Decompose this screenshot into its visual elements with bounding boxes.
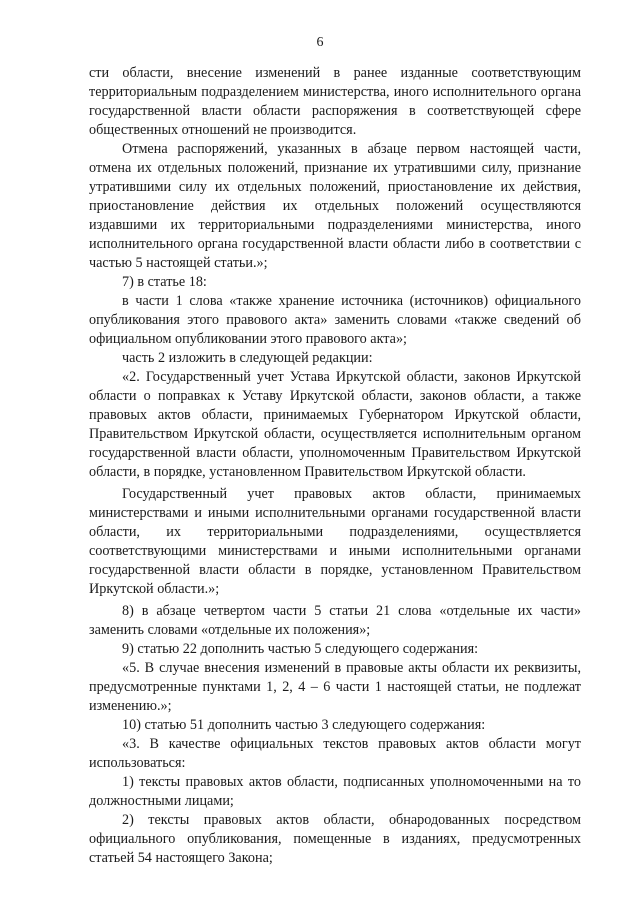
paragraph: Государственный учет правовых актов области, принимаемых министерствами и иными исполнительными органами государственной власти области, их территориальными подразделениями, осуществляется соответствующими министерствами и иными исполнительными органами государственной власти области в порядке, установленном Правительством Иркутской области.»; [89,486,581,597]
paragraph: 1) тексты правовых актов области, подписанных уполномоченными на то должностными лицами; [89,774,581,809]
paragraph: «5. В случае внесения изменений в правовые акты области их реквизиты, предусмотренные пунктами 1, 2, 4 – 6 части 1 настоящей статьи, не подлежат изменению.»; [89,660,581,714]
paragraph: 2) тексты правовых актов области, обнародованных посредством официального опубликования, помещенные в изданиях, предусмотренных статьей 54 настоящего Закона; [89,812,581,866]
page-number: 6 [316,35,324,50]
paragraph: часть 2 изложить в следующей редакции: [122,350,373,366]
paragraph: «3. В качестве официальных текстов правовых актов области могут использоваться: [89,736,581,771]
paragraph: сти области, внесение изменений в ранее изданные соответствующим территориальным подразделением министерства, иного исполнительного органа государственной власти области распоряжения в соответствующей сфере общественных отношений не производится. [89,65,581,138]
paragraph: Отмена распоряжений, указанных в абзаце первом настоящей части, отмена их отдельных положений, признание их утратившими силу, признание утратившими силу их отдельных положений, приостановление их действия, приостановление действия их отдельных положений осуществляются издавшими их территориальными подразделениями министерства, иного исполнительного органа государственной власти области либо в соответствии с частью 5 настоящей статьи.»; [89,141,581,271]
document-body [89,64,581,868]
paragraph: 9) статью 22 дополнить частью 5 следующего содержания: [122,641,479,657]
paragraph: 7) в статье 18: [122,274,207,290]
paragraph: «2. Государственный учет Устава Иркутской области, законов Иркутской области о поправках к Уставу Иркутской области, законов области, а также правовых актов области, принимаемых Губернатором Иркутской области, Правительством Иркутской области, осуществляется исполнительным органом государственной власти области, уполномоченным Правительством Иркутской области, в порядке, установленном Правительством Иркутской области. [89,369,581,480]
paragraph: 10) статью 51 дополнить частью 3 следующего содержания: [122,717,486,733]
paragraph: 8) в абзаце четвертом части 5 статьи 21 слова «отдельные их части» заменить словами «отдельные их положения»; [89,603,581,638]
paragraph: в части 1 слова «также хранение источника (источников) официального опубликования этого правового акта» заменить словами «также сведений об официальном опубликовании этого правового акта»; [89,293,581,347]
